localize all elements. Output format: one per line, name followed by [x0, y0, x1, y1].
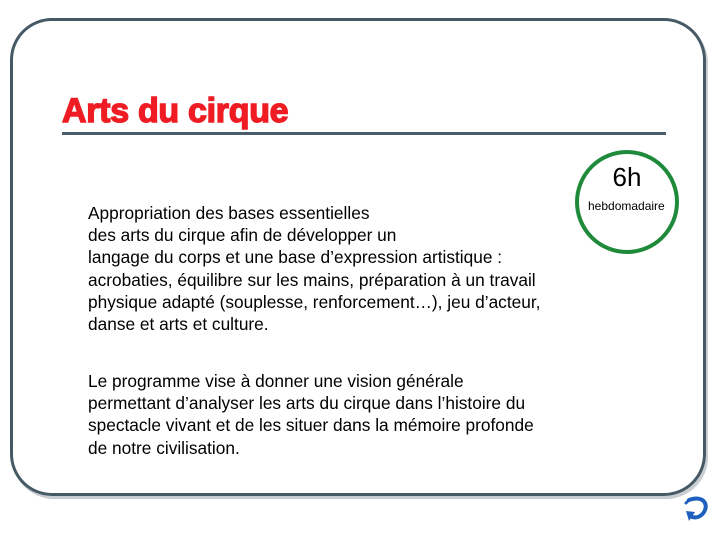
hours-value: 6h	[612, 162, 642, 192]
return-button[interactable]	[683, 492, 711, 526]
slide-title: Arts du cirque	[62, 92, 289, 130]
hours-unit: hebdomadaire	[588, 199, 665, 213]
description-paragraph: Appropriation des bases essentielles des arts du cirque afin de développer un langage du corps et une base d’expression artistique : acrobaties, équilibre sur les mains, préparation à un travail physique adapté (souplesse, renforcement…), jeu d’acteur, danse et arts et culture.	[88, 203, 541, 335]
program-paragraph: Le programme vise à donner une vision générale permettant d’analyser les arts du cirque dans l’histoire du spectacle vivant et de les situer dans la mémoire profonde de notre civilisation.	[88, 371, 534, 458]
return-arrow-icon	[683, 492, 711, 526]
title-divider	[62, 132, 666, 135]
